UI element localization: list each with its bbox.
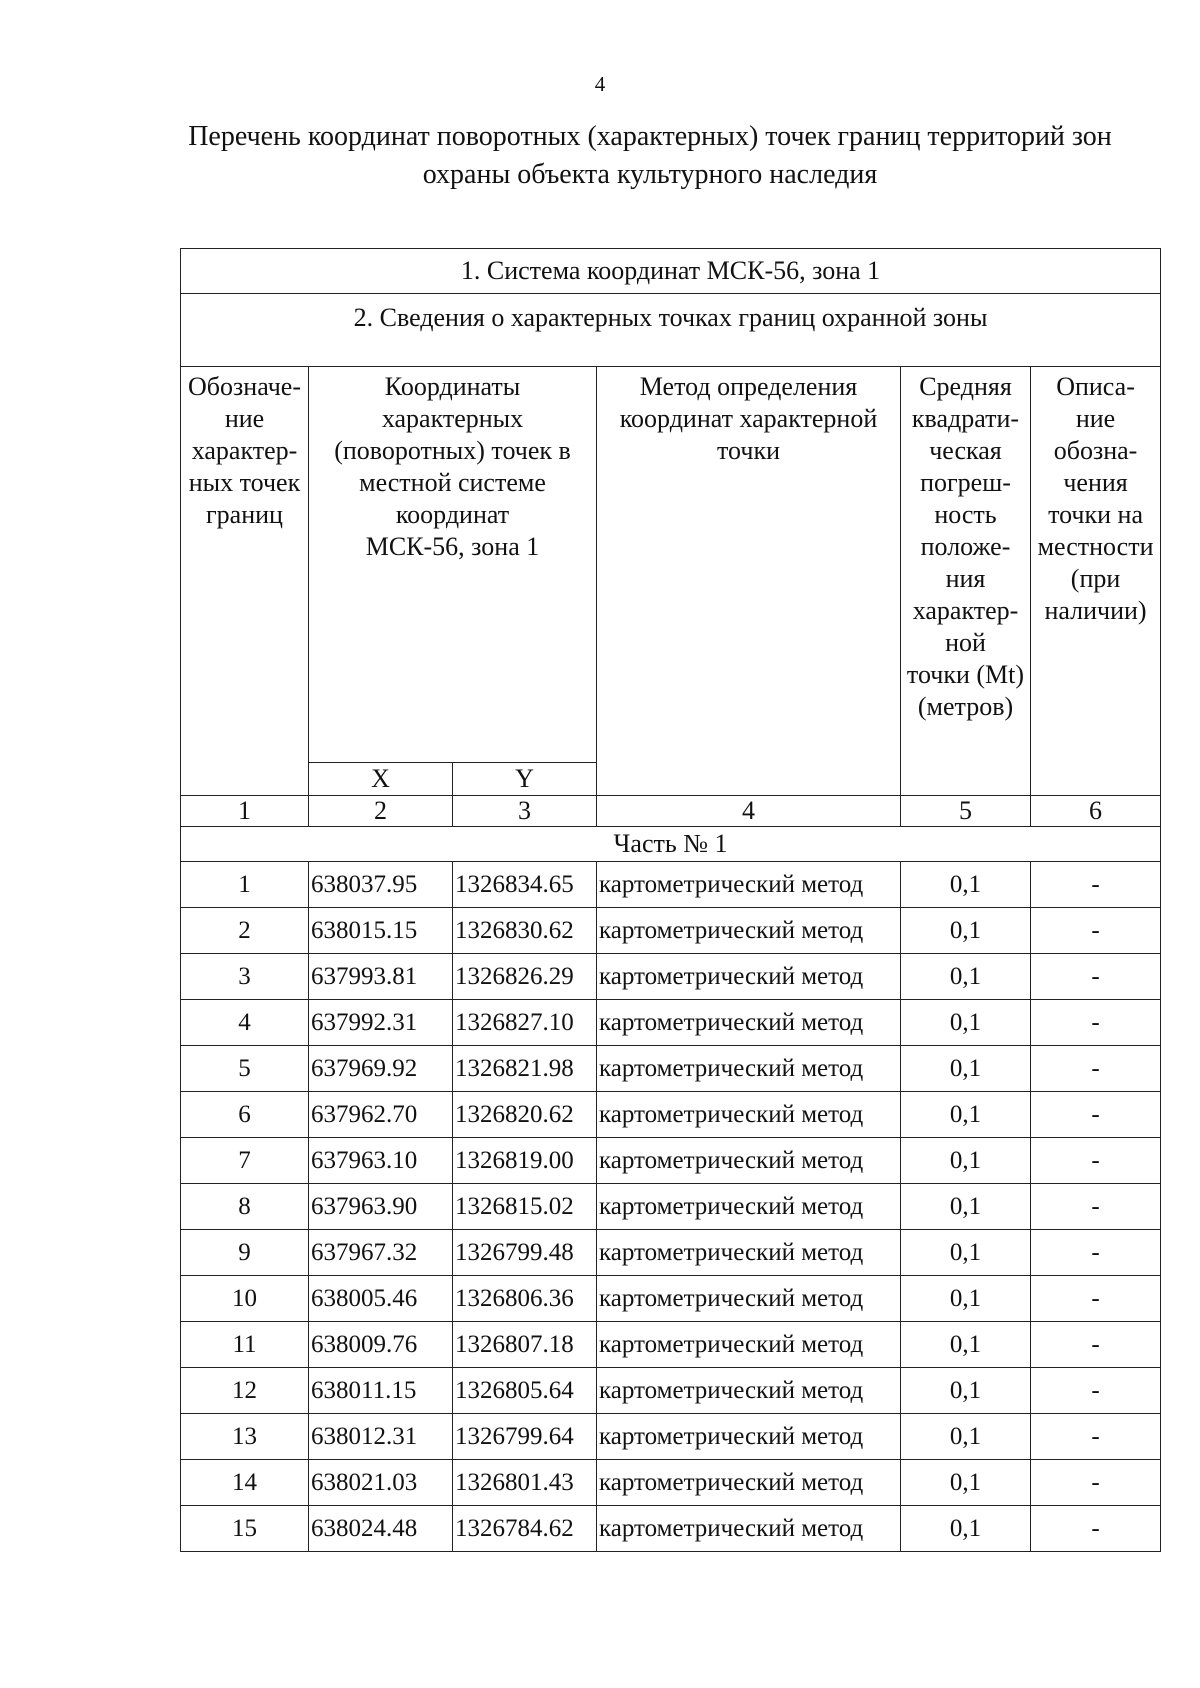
table-row xyxy=(181,1276,1161,1322)
header-line: характерных xyxy=(381,404,524,433)
y-coordinate-cell: 1326799.64 xyxy=(453,1414,597,1460)
x-coordinate-cell: 638011.15 xyxy=(309,1368,453,1414)
x-coordinate-cell: 638037.95 xyxy=(309,862,453,908)
page-number: 4 xyxy=(594,72,606,96)
header-line: ние xyxy=(1075,404,1116,433)
header-line: ной xyxy=(945,628,986,657)
header-line: ния xyxy=(945,564,986,593)
column-number: 5 xyxy=(901,796,1031,827)
table-row xyxy=(181,862,1161,908)
x-coordinate-cell: 637969.92 xyxy=(309,1046,453,1092)
x-coordinate-cell: 638009.76 xyxy=(309,1322,453,1368)
header-line: Средняя xyxy=(919,372,1012,401)
point-number-cell: 10 xyxy=(181,1276,309,1322)
table-row xyxy=(181,1414,1161,1460)
point-number-cell: 6 xyxy=(181,1092,309,1138)
header-line: местной системе xyxy=(359,468,546,497)
mean-square-error-cell: 0,1 xyxy=(901,908,1031,954)
header-line: точки (Mt) xyxy=(906,660,1025,689)
mean-square-error-cell: 0,1 xyxy=(901,1000,1031,1046)
header-line: координат характерной xyxy=(619,404,878,433)
table-row xyxy=(181,1184,1161,1230)
y-coordinate-cell: 1326807.18 xyxy=(453,1322,597,1368)
point-number-cell: 3 xyxy=(181,954,309,1000)
y-coordinate-cell: 1326815.02 xyxy=(453,1184,597,1230)
method-cell: картометрический метод xyxy=(597,1368,901,1414)
x-coordinate-cell: 638015.15 xyxy=(309,908,453,954)
header-line: положе- xyxy=(920,532,1011,561)
header-x: X xyxy=(309,763,453,796)
mean-square-error-cell: 0,1 xyxy=(901,1138,1031,1184)
mean-square-error-cell: 0,1 xyxy=(901,1184,1031,1230)
header-line: МСК-56, зона 1 xyxy=(365,532,540,561)
document-title xyxy=(150,118,1150,194)
method-cell: картометрический метод xyxy=(597,1414,901,1460)
column-number: 6 xyxy=(1031,796,1161,827)
method-cell: картометрический метод xyxy=(597,1092,901,1138)
method-cell: картометрический метод xyxy=(597,1000,901,1046)
mean-square-error-cell: 0,1 xyxy=(901,1506,1031,1552)
header-line: местности xyxy=(1037,532,1154,561)
header-line: ческая xyxy=(929,436,1002,465)
header-line: координат xyxy=(395,500,510,529)
header-line: Обозначе- xyxy=(188,372,301,401)
header-line: ние xyxy=(224,404,265,433)
x-coordinate-cell: 637992.31 xyxy=(309,1000,453,1046)
description-cell: - xyxy=(1031,908,1161,954)
section-heading: 2. Сведения о характерных точках границ охранной зоны xyxy=(181,294,1161,367)
method-cell: картометрический метод xyxy=(597,1046,901,1092)
y-coordinate-cell: 1326784.62 xyxy=(453,1506,597,1552)
header-line: точки на xyxy=(1048,500,1143,529)
description-cell: - xyxy=(1031,1138,1161,1184)
description-cell: - xyxy=(1031,1184,1161,1230)
y-coordinate-cell: 1326827.10 xyxy=(453,1000,597,1046)
column-number: 1 xyxy=(181,796,309,827)
y-coordinate-cell: 1326819.00 xyxy=(453,1138,597,1184)
column-number: 2 xyxy=(309,796,453,827)
coordinate-system-heading: 1. Система координат МСК-56, зона 1 xyxy=(181,249,1161,294)
description-cell: - xyxy=(1031,1368,1161,1414)
method-cell: картометрический метод xyxy=(597,862,901,908)
y-coordinate-cell: 1326801.43 xyxy=(453,1460,597,1506)
header-method xyxy=(597,367,901,796)
table-row xyxy=(181,1000,1161,1046)
header-line: (при xyxy=(1070,564,1121,593)
method-cell: картометрический метод xyxy=(597,1460,901,1506)
mean-square-error-cell: 0,1 xyxy=(901,862,1031,908)
description-cell: - xyxy=(1031,954,1161,1000)
header-line: погреш- xyxy=(920,468,1011,497)
column-number: 4 xyxy=(597,796,901,827)
description-cell: - xyxy=(1031,1000,1161,1046)
header-point-designation xyxy=(181,367,309,796)
header-line: квадрати- xyxy=(911,404,1020,433)
point-number-cell: 8 xyxy=(181,1184,309,1230)
x-coordinate-cell: 637967.32 xyxy=(309,1230,453,1276)
point-number-cell: 15 xyxy=(181,1506,309,1552)
point-number-cell: 12 xyxy=(181,1368,309,1414)
header-y: Y xyxy=(453,763,597,796)
title-line: охраны объекта культурного наследия xyxy=(422,159,878,190)
method-cell: картометрический метод xyxy=(597,1276,901,1322)
point-number-cell: 4 xyxy=(181,1000,309,1046)
table-row xyxy=(181,1138,1161,1184)
point-number-cell: 9 xyxy=(181,1230,309,1276)
x-coordinate-cell: 637962.70 xyxy=(309,1092,453,1138)
mean-square-error-cell: 0,1 xyxy=(901,1092,1031,1138)
part-label: Часть № 1 xyxy=(181,827,1161,862)
header-line: ных точек xyxy=(188,468,301,497)
header-line: Метод определения xyxy=(639,372,858,401)
coordinates-table xyxy=(180,248,1161,1552)
header-line: чения xyxy=(1063,468,1128,497)
mean-square-error-cell: 0,1 xyxy=(901,1460,1031,1506)
point-number-cell: 7 xyxy=(181,1138,309,1184)
y-coordinate-cell: 1326805.64 xyxy=(453,1368,597,1414)
method-cell: картометрический метод xyxy=(597,1506,901,1552)
column-number: 3 xyxy=(453,796,597,827)
point-number-cell: 5 xyxy=(181,1046,309,1092)
title-line: Перечень координат поворотных (характерных) точек границ территорий зон xyxy=(188,121,1112,152)
point-number-cell: 14 xyxy=(181,1460,309,1506)
mean-square-error-cell: 0,1 xyxy=(901,1046,1031,1092)
method-cell: картометрический метод xyxy=(597,1138,901,1184)
header-line: характер- xyxy=(191,436,298,465)
y-coordinate-cell: 1326806.36 xyxy=(453,1276,597,1322)
point-number-cell: 11 xyxy=(181,1322,309,1368)
y-coordinate-cell: 1326799.48 xyxy=(453,1230,597,1276)
point-number-cell: 1 xyxy=(181,862,309,908)
y-coordinate-cell: 1326820.62 xyxy=(453,1092,597,1138)
mean-square-error-cell: 0,1 xyxy=(901,1276,1031,1322)
header-line: обозна- xyxy=(1053,436,1138,465)
mean-square-error-cell: 0,1 xyxy=(901,1230,1031,1276)
table-row xyxy=(181,1230,1161,1276)
description-cell: - xyxy=(1031,1414,1161,1460)
mean-square-error-cell: 0,1 xyxy=(901,1414,1031,1460)
description-cell: - xyxy=(1031,1046,1161,1092)
x-coordinate-cell: 638024.48 xyxy=(309,1506,453,1552)
y-coordinate-cell: 1326834.65 xyxy=(453,862,597,908)
header-mean-square-error xyxy=(901,367,1031,796)
x-coordinate-cell: 638021.03 xyxy=(309,1460,453,1506)
header-line: ность xyxy=(934,500,997,529)
header-line: наличии) xyxy=(1044,596,1147,625)
header-line: Описа- xyxy=(1056,372,1135,401)
description-cell: - xyxy=(1031,1506,1161,1552)
header-line: (метров) xyxy=(917,692,1014,721)
point-number-cell: 2 xyxy=(181,908,309,954)
header-line: границ xyxy=(206,500,283,529)
method-cell: картометрический метод xyxy=(597,1322,901,1368)
table-row xyxy=(181,1460,1161,1506)
method-cell: картометрический метод xyxy=(597,954,901,1000)
y-coordinate-cell: 1326826.29 xyxy=(453,954,597,1000)
header-line: Координаты xyxy=(384,372,521,401)
table-row xyxy=(181,908,1161,954)
header-line: точки xyxy=(717,436,780,465)
description-cell: - xyxy=(1031,1322,1161,1368)
x-coordinate-cell: 638012.31 xyxy=(309,1414,453,1460)
mean-square-error-cell: 0,1 xyxy=(901,1368,1031,1414)
table-row xyxy=(181,954,1161,1000)
description-cell: - xyxy=(1031,1460,1161,1506)
method-cell: картометрический метод xyxy=(597,1230,901,1276)
table-row xyxy=(181,1322,1161,1368)
table-row xyxy=(181,1506,1161,1552)
table-row xyxy=(181,1046,1161,1092)
mean-square-error-cell: 0,1 xyxy=(901,1322,1031,1368)
y-coordinate-cell: 1326821.98 xyxy=(453,1046,597,1092)
description-cell: - xyxy=(1031,862,1161,908)
header-description xyxy=(1031,367,1161,796)
mean-square-error-cell: 0,1 xyxy=(901,954,1031,1000)
x-coordinate-cell: 637993.81 xyxy=(309,954,453,1000)
description-cell: - xyxy=(1031,1092,1161,1138)
method-cell: картометрический метод xyxy=(597,908,901,954)
description-cell: - xyxy=(1031,1276,1161,1322)
x-coordinate-cell: 637963.10 xyxy=(309,1138,453,1184)
header-coordinates xyxy=(309,367,597,763)
table-row xyxy=(181,1092,1161,1138)
table-row xyxy=(181,1368,1161,1414)
x-coordinate-cell: 638005.46 xyxy=(309,1276,453,1322)
method-cell: картометрический метод xyxy=(597,1184,901,1230)
description-cell: - xyxy=(1031,1230,1161,1276)
x-coordinate-cell: 637963.90 xyxy=(309,1184,453,1230)
header-line: характер- xyxy=(912,596,1019,625)
header-line: (поворотных) точек в xyxy=(334,436,571,465)
point-number-cell: 13 xyxy=(181,1414,309,1460)
y-coordinate-cell: 1326830.62 xyxy=(453,908,597,954)
